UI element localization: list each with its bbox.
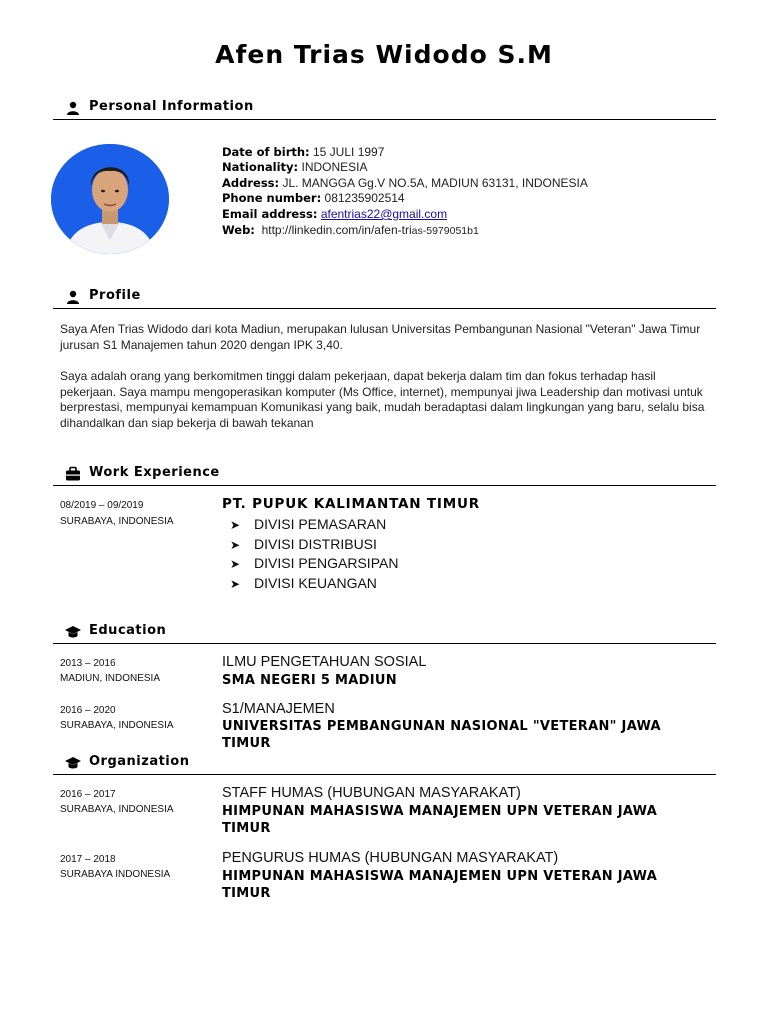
education-school: UNIVERSITAS PEMBANGUNAN NASIONAL "VETERAN" JAWA TIMUR xyxy=(222,719,661,751)
section-title: Profile xyxy=(89,288,141,303)
web-link[interactable]: http://linkedin.com/in/afen-trias-5979051b1 xyxy=(261,223,479,237)
education-date: 2013 – 2016 xyxy=(60,658,116,669)
web-line: Web: http://linkedin.com/in/afen-trias-5979051b1 xyxy=(222,223,479,237)
person-icon xyxy=(65,100,81,116)
email-line: Email address: afentrias22@gmail.com xyxy=(222,207,448,221)
address-line: Address: JL. MANGGA Gg.V NO.5A, MADIUN 63131, INDONESIA xyxy=(222,176,588,190)
section-education xyxy=(53,623,716,644)
profile-paragraph-2: Saya adalah orang yang berkomitmen tinggi dalam pekerjaan, dapat bekerja dalam tim dan fokus terhadap hasil pekerjaan. Saya mampu mengoperasikan komputer (Ms Office, internet), mempunyai jiwa Leadership dan motivasi untuk berprestasi, mempunyai kemampuan Komunikasi yang baik, mudah beradaptasi dalam lingkungan yang baru, selalu bisa dihandalkan dan siap bekerja di bawah tekanan xyxy=(60,369,705,430)
organization-role: PENGURUS HUMAS (HUBUNGAN MASYARAKAT) xyxy=(222,850,559,866)
organization-date: 2016 – 2017 xyxy=(60,789,116,800)
phone-line: Phone number: 081235902514 xyxy=(222,191,405,205)
section-title: Organization xyxy=(89,754,190,769)
person-icon xyxy=(65,289,81,305)
arrow-bullet-icon: ➤ xyxy=(230,518,241,532)
work-division-item: ➤ DIVISI PEMASARAN xyxy=(230,516,387,532)
graduation-cap-icon xyxy=(65,624,81,640)
section-work-experience xyxy=(53,465,716,486)
section-title: Education xyxy=(89,623,167,638)
dob-line: Date of birth: 15 JULI 1997 xyxy=(222,145,385,159)
work-division-item: ➤ DIVISI KEUANGAN xyxy=(230,575,377,591)
profile-photo xyxy=(51,144,169,254)
work-company: PT. PUPUK KALIMANTAN TIMUR xyxy=(222,496,480,512)
resume-name: Afen Trias Widodo S.M xyxy=(215,40,553,69)
education-major: S1/MANAJEMEN xyxy=(222,701,335,717)
email-link[interactable]: afentrias22@gmail.com xyxy=(320,207,448,221)
nationality-line: Nationality: INDONESIA xyxy=(222,160,368,174)
profile-paragraph-1: Saya Afen Trias Widodo dari kota Madiun, merupakan lulusan Universitas Pembangunan Nasional "Veteran" Jawa Timur jurusan S1 Manajemen tahun 2020 dengan IPK 3,40. xyxy=(60,322,701,352)
work-division-item: ➤ DIVISI DISTRIBUSI xyxy=(230,536,377,552)
briefcase-icon xyxy=(65,466,81,482)
education-location: SURABAYA, INDONESIA xyxy=(60,720,174,731)
education-school: SMA NEGERI 5 MADIUN xyxy=(222,673,397,688)
education-major: ILMU PENGETAHUAN SOSIAL xyxy=(222,654,427,670)
section-profile xyxy=(53,288,716,309)
section-organization xyxy=(53,754,716,775)
section-title: Personal Information xyxy=(89,99,254,114)
education-location: MADIUN, INDONESIA xyxy=(60,673,161,684)
work-location: SURABAYA, INDONESIA xyxy=(60,516,174,527)
organization-name: HIMPUNAN MAHASISWA MANAJEMEN UPN VETERAN JAWA TIMUR xyxy=(222,869,658,901)
organization-location: SURABAYA INDONESIA xyxy=(60,869,171,880)
section-title: Work Experience xyxy=(89,465,220,480)
section-personal-information xyxy=(53,99,716,120)
organization-location: SURABAYA, INDONESIA xyxy=(60,804,174,815)
organization-name: HIMPUNAN MAHASISWA MANAJEMEN UPN VETERAN JAWA TIMUR xyxy=(222,804,658,836)
work-date: 08/2019 – 09/2019 xyxy=(60,500,144,511)
organization-role: STAFF HUMAS (HUBUNGAN MASYARAKAT) xyxy=(222,785,521,801)
work-division-item: ➤ DIVISI PENGARSIPAN xyxy=(230,555,399,571)
arrow-bullet-icon: ➤ xyxy=(230,557,241,571)
organization-date: 2017 – 2018 xyxy=(60,854,116,865)
graduation-cap-icon xyxy=(65,755,81,771)
education-date: 2016 – 2020 xyxy=(60,705,116,716)
arrow-bullet-icon: ➤ xyxy=(230,538,241,552)
arrow-bullet-icon: ➤ xyxy=(230,577,241,591)
